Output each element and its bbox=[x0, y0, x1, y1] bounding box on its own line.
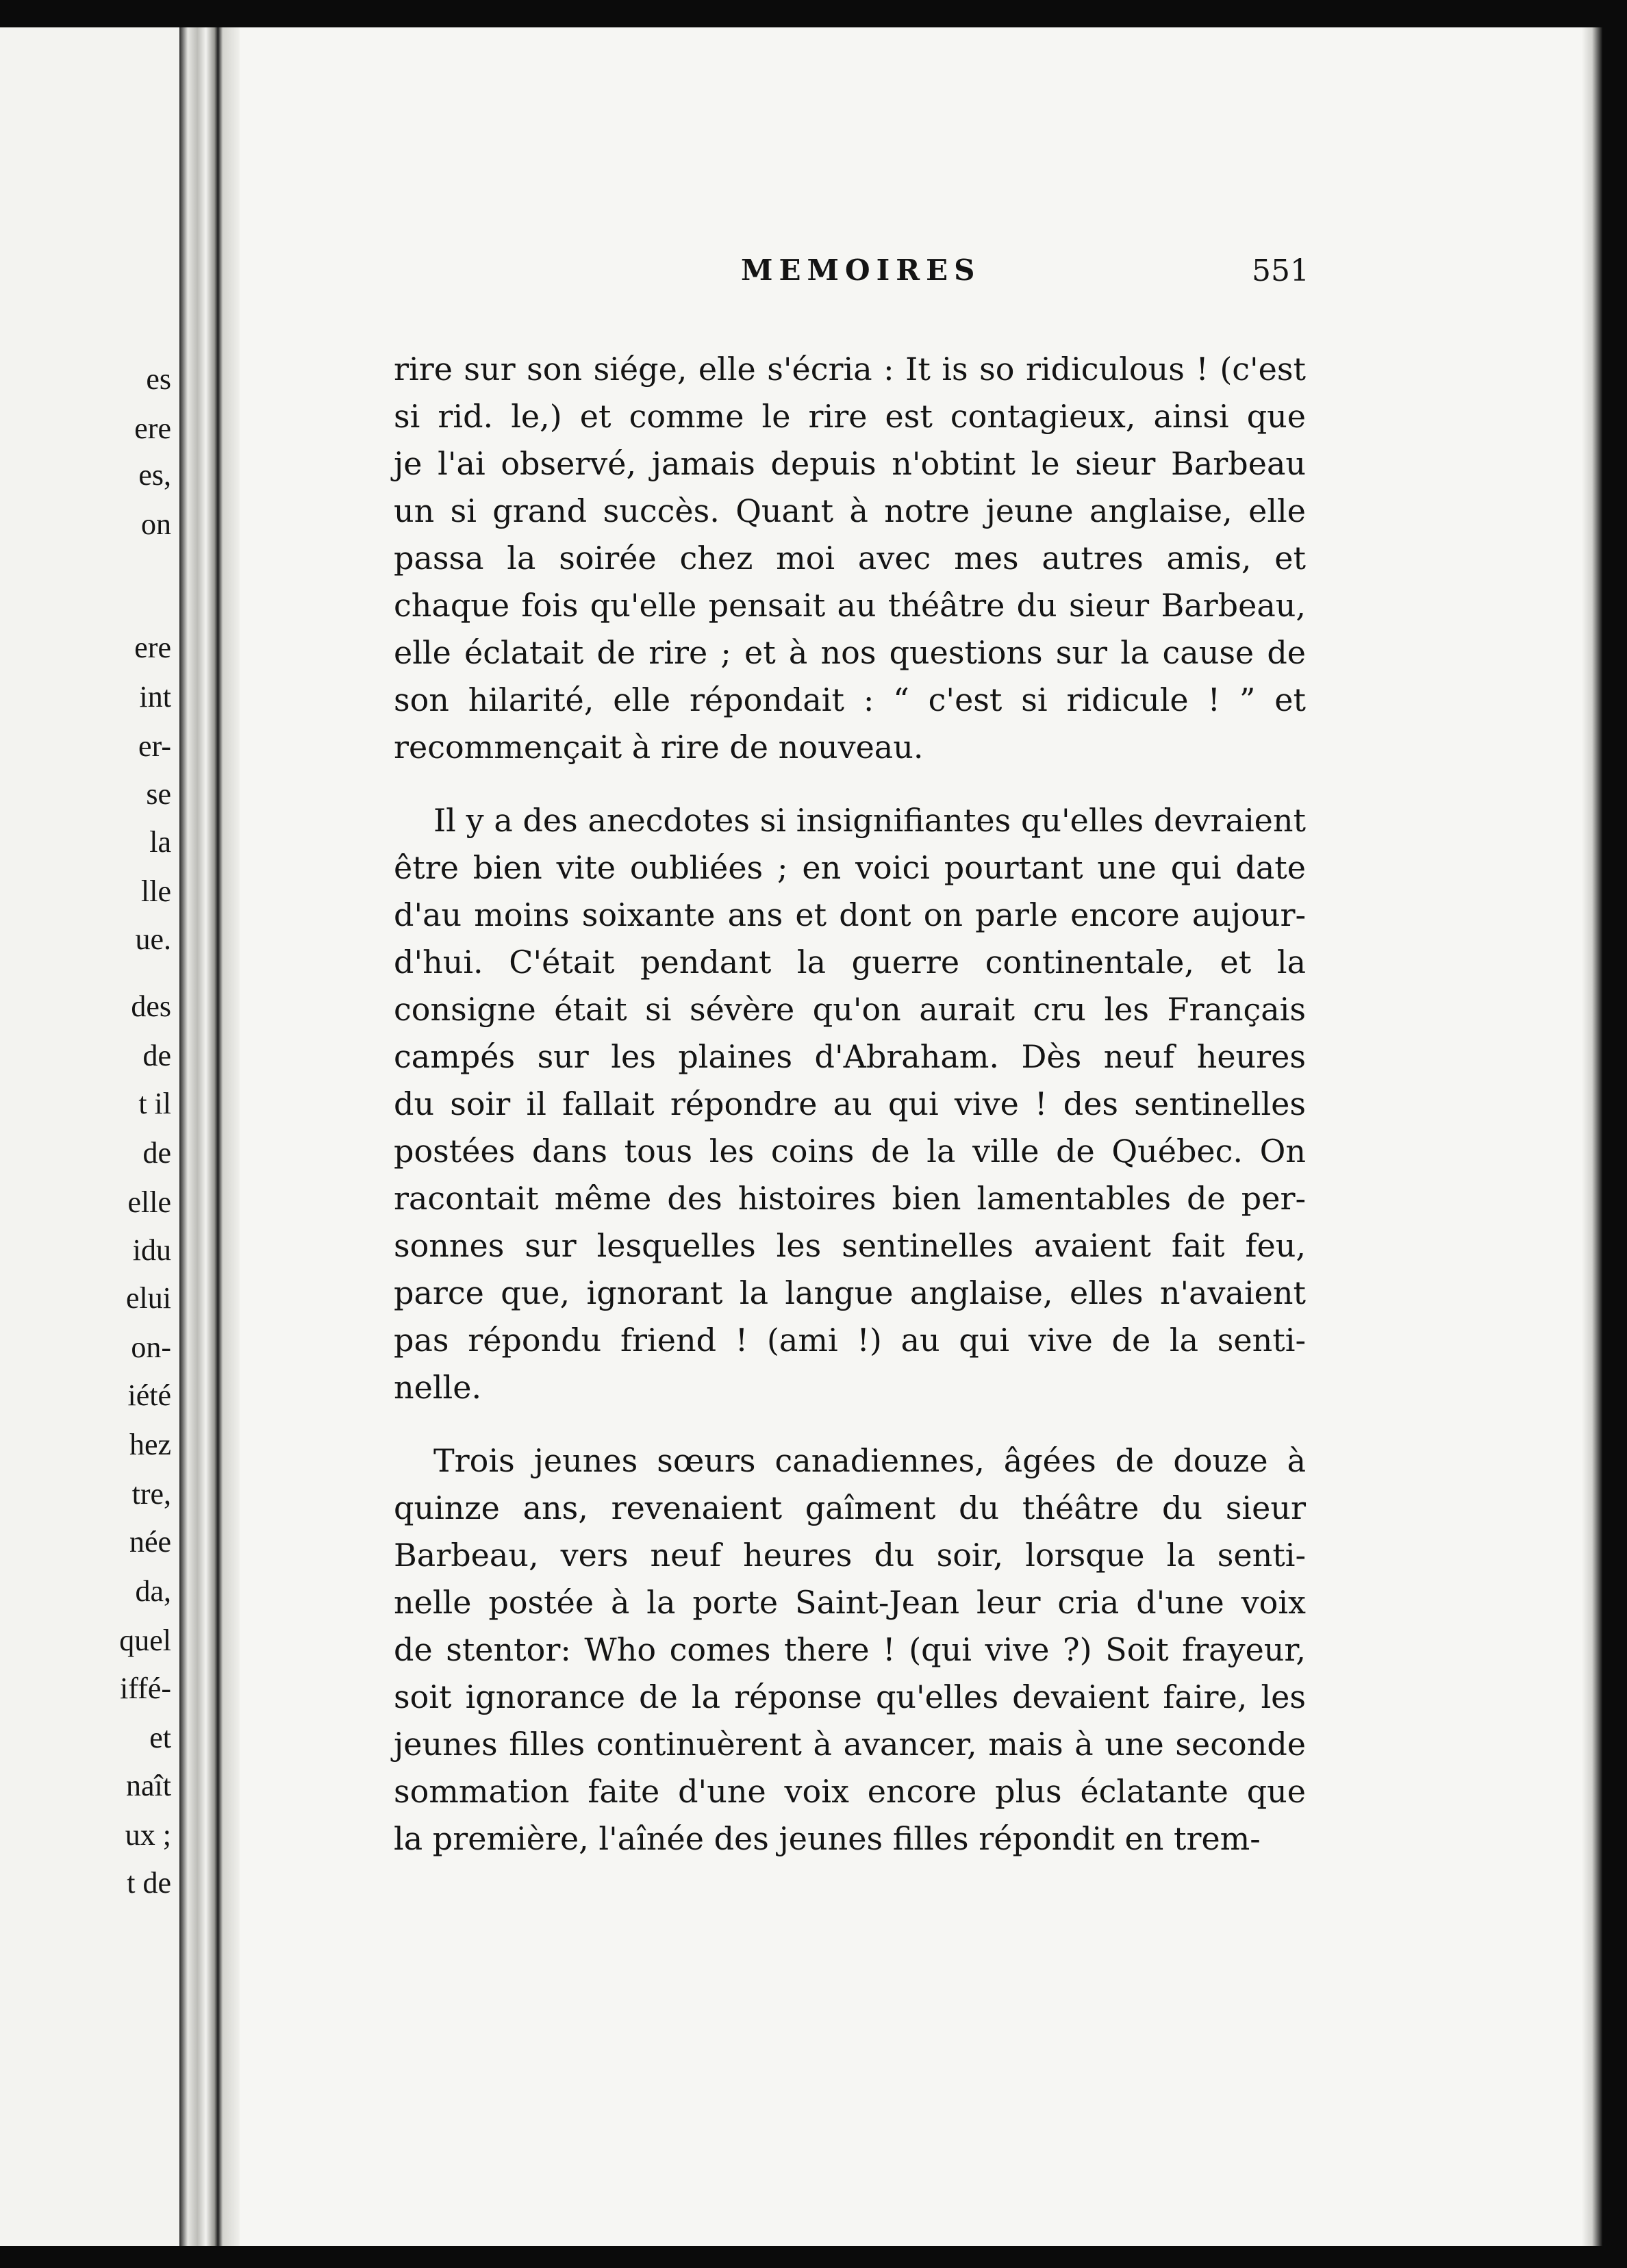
text-line: d'au moins soixante ans et dont on parle encore aujour- bbox=[394, 896, 1306, 933]
left-page-fragment: hez bbox=[129, 1428, 171, 1461]
left-page-fragment: es bbox=[146, 362, 171, 396]
text-line: recommençait à rire de nouveau. bbox=[394, 729, 924, 766]
text-line: pas répondu friend ! (ami !) au qui vive de la senti- bbox=[394, 1322, 1306, 1359]
text-line: d'hui. C'était pendant la guerre continentale, et la bbox=[394, 944, 1306, 981]
left-page-fragment: on bbox=[141, 507, 171, 541]
left-page-fragment: ue. bbox=[135, 922, 171, 956]
left-page-fragment: t il bbox=[138, 1087, 171, 1120]
text-line: jeunes filles continuèrent à avancer, mais à une seconde bbox=[394, 1726, 1306, 1763]
text-line: chaque fois qu'elle pensait au théâtre du sieur Barbeau, bbox=[394, 587, 1306, 624]
left-page-fragment: de bbox=[142, 1039, 171, 1072]
text-line: elle éclatait de rire ; et à nos questions sur la cause de bbox=[394, 634, 1306, 671]
text-line: du soir il fallait répondre au qui vive ! des sentinelles bbox=[394, 1085, 1306, 1122]
text-line: sonnes sur lesquelles les sentinelles avaient fait feu, bbox=[394, 1227, 1306, 1264]
page-number: 551 bbox=[1252, 253, 1309, 288]
left-page-fragment: ere bbox=[134, 412, 171, 445]
book-spine bbox=[179, 27, 240, 2246]
text-line: consigne était si sévère qu'on aurait cru les Français bbox=[394, 991, 1306, 1028]
paragraph-gap bbox=[394, 1411, 1306, 1437]
text-line: de stentor: Who comes there ! (qui vive ?) Soit frayeur, bbox=[394, 1631, 1306, 1668]
text-line: campés sur les plaines d'Abraham. Dès neuf heures bbox=[394, 1038, 1306, 1075]
left-page bbox=[0, 27, 179, 2246]
paragraph bbox=[394, 797, 1306, 1411]
left-page-fragment: t de bbox=[127, 1866, 171, 1900]
text-line: nelle postée à la porte Saint-Jean leur cria d'une voix bbox=[394, 1584, 1306, 1621]
scanned-spread bbox=[0, 27, 1602, 2246]
running-head bbox=[741, 253, 1309, 294]
left-page-fragment: on- bbox=[131, 1331, 171, 1364]
left-page-fragment: naît bbox=[126, 1769, 171, 1802]
text-line: son hilarité, elle répondait : “ c'est si ridicule ! ” et bbox=[394, 681, 1306, 718]
left-page-fragment: er- bbox=[138, 729, 171, 763]
left-page-fragment: elle bbox=[127, 1185, 171, 1219]
body-text bbox=[394, 346, 1306, 1863]
text-line: sommation faite d'une voix encore plus éclatante que bbox=[394, 1773, 1306, 1810]
left-page-fragment: ux ; bbox=[125, 1818, 171, 1852]
left-page-fragment: ere bbox=[134, 631, 171, 664]
paragraph bbox=[394, 346, 1306, 771]
text-line: la première, l'aînée des jeunes filles répondit en trem- bbox=[394, 1820, 1261, 1857]
running-head-title: MEMOIRES bbox=[741, 253, 981, 287]
left-page-fragment: idu bbox=[132, 1233, 171, 1267]
text-line: Trois jeunes sœurs canadiennes, âgées de douze à bbox=[433, 1442, 1306, 1479]
text-line: nelle. bbox=[394, 1369, 482, 1406]
left-page-fragment: iété bbox=[127, 1378, 171, 1412]
text-line: Barbeau, vers neuf heures du soir, lorsque la senti- bbox=[394, 1537, 1306, 1574]
left-page-fragment: des bbox=[131, 990, 171, 1023]
left-page-fragment: iffé- bbox=[120, 1672, 171, 1705]
text-line: rire sur son siége, elle s'écria : It is so ridiculous ! (c'est bbox=[394, 351, 1306, 388]
left-page-fragment: tre, bbox=[131, 1477, 171, 1511]
text-line: passa la soirée chez moi avec mes autres amis, et bbox=[394, 540, 1306, 577]
text-line: parce que, ignorant la langue anglaise, elles n'avaient bbox=[394, 1274, 1306, 1311]
text-line: Il y a des anecdotes si insignifiantes qu'elles devraient bbox=[433, 802, 1306, 839]
left-page-fragment: se bbox=[146, 777, 171, 811]
text-line: être bien vite oubliées ; en voici pourtant une qui date bbox=[394, 849, 1306, 886]
left-page-fragment: da, bbox=[135, 1574, 171, 1608]
left-page-fragment: es, bbox=[138, 458, 171, 492]
text-line: quinze ans, revenaient gaîment du théâtre du sieur bbox=[394, 1489, 1306, 1526]
text-line: un si grand succès. Quant à notre jeune anglaise, elle bbox=[394, 492, 1306, 529]
left-page-fragment: quel bbox=[119, 1624, 171, 1657]
left-page-fragment: et bbox=[149, 1721, 171, 1754]
left-page-fragment: lle bbox=[141, 874, 171, 908]
paragraph-gap bbox=[394, 771, 1306, 797]
left-page-fragment: la bbox=[149, 825, 171, 859]
text-line: je l'ai observé, jamais depuis n'obtint le sieur Barbeau bbox=[394, 445, 1306, 482]
text-line: racontait même des histoires bien lamentables de per- bbox=[394, 1180, 1306, 1217]
paragraph bbox=[394, 1437, 1306, 1863]
left-page-fragments bbox=[0, 27, 179, 2246]
left-page-fragment: elui bbox=[126, 1281, 171, 1315]
page-edge bbox=[1582, 27, 1602, 2246]
text-line: si rid. le,) et comme le rire est contagieux, ainsi que bbox=[394, 398, 1306, 435]
text-line: soit ignorance de la réponse qu'elles devaient faire, les bbox=[394, 1678, 1306, 1715]
text-line: postées dans tous les coins de la ville de Québec. On bbox=[394, 1133, 1306, 1170]
left-page-fragment: née bbox=[129, 1525, 171, 1559]
left-page-fragment: de bbox=[142, 1136, 171, 1170]
left-page-fragment: int bbox=[139, 680, 171, 714]
